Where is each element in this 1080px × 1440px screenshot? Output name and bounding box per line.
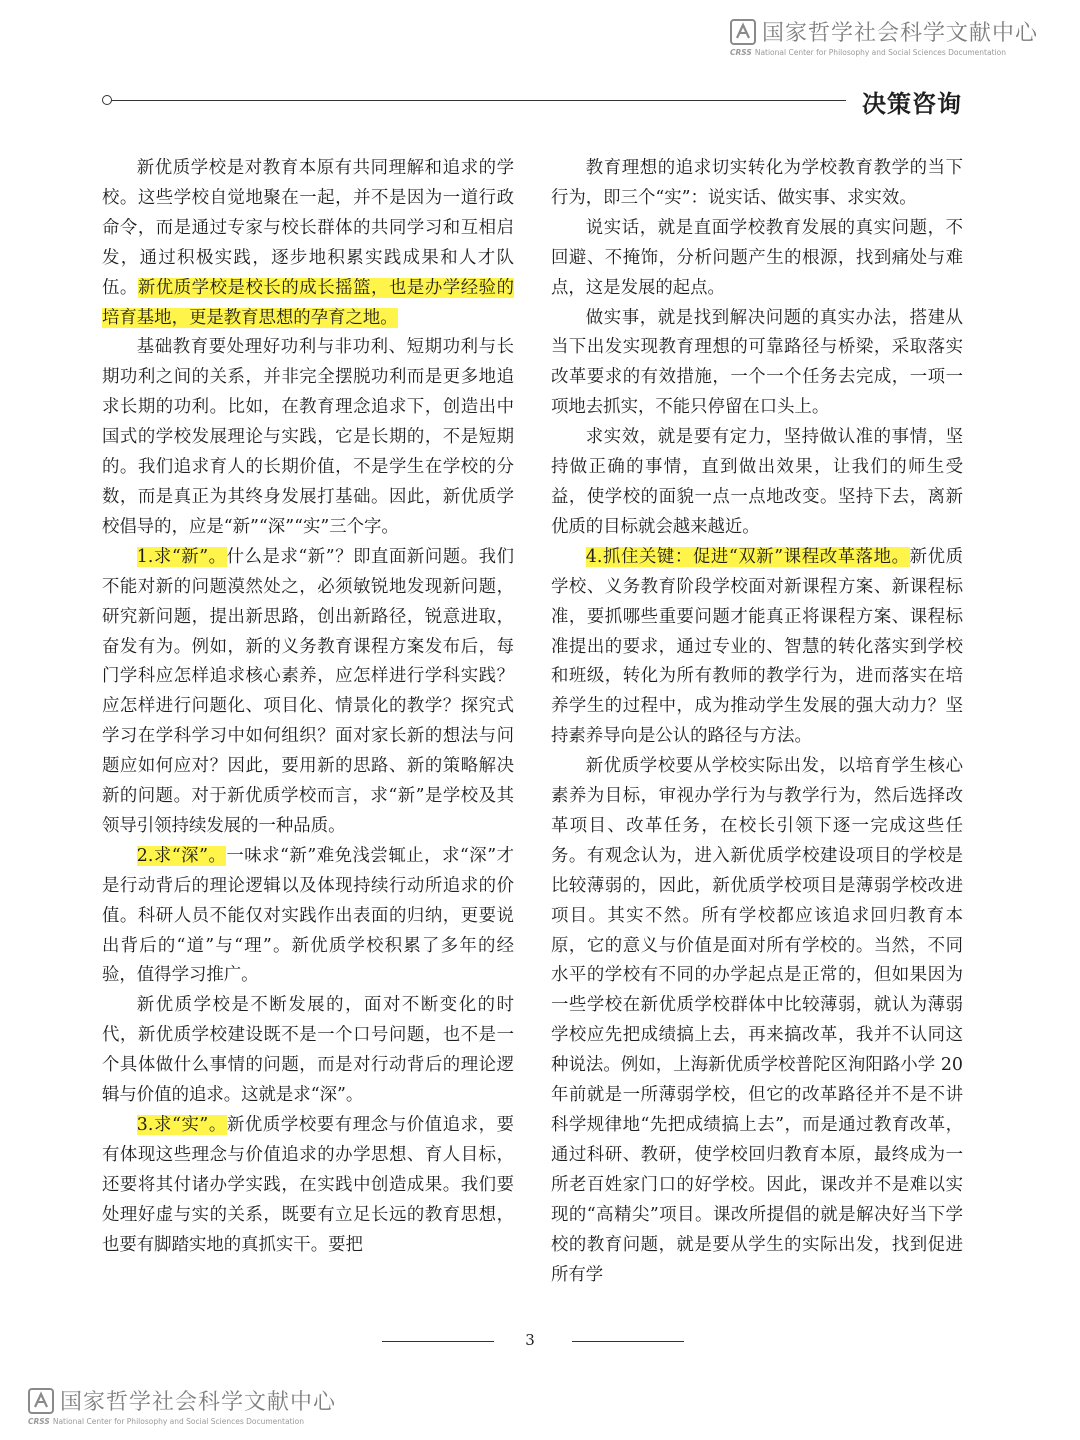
body-paragraph xyxy=(551,154,963,214)
paragraph-text: 基础教育要处理好功利与非功利、短期功利与长期功利之间的关系，并非完全摆脱功利而是更多地追求长期的功利。比如，在教育理念追求下，创造出中国式的学校发展理论与实践，它是长期的，不是短期的。我们追求育人的长期价值，不是学生在学校的分数，而是真正为其终身发展打基础。因此，新优质学校倡导的，应是“新”“深”“实”三个字。 xyxy=(102,337,514,537)
body-paragraph xyxy=(102,991,514,1111)
body-paragraph xyxy=(102,333,514,542)
paragraph-text: 教育理想的追求切实转化为学校教育教学的当下行为，即三个“实”：说实话、做实事、求实效。 xyxy=(551,158,963,208)
footer-rule-right xyxy=(572,1341,684,1342)
body-paragraph xyxy=(551,752,963,1290)
watermark-bottom xyxy=(28,1385,348,1426)
highlighted-text: 4.抓住关键：促进“双新”课程改革落地。 xyxy=(585,546,910,567)
body-paragraph xyxy=(102,842,514,992)
paragraph-text: 什么是求“新”？即直面新问题。我们不能对新的问题漠然处之，必须敏锐地发现新问题，研究新问题，提出新思路，创出新路径，锐意进取，奋发有为。例如，新的义务教育课程方案发布后，每门学科应怎样追求核心素养，应怎样进行学科实践？应怎样进行问题化、项目化、情景化的教学？探究式学习在学科学习中如何组织？面对家长新的想法与问题应如何应对？因此，要用新的思路、新的策略解决新的问题。对于新优质学校而言，求“新”是学校及其领导引领持续发展的一种品质。 xyxy=(102,546,514,836)
body-paragraph xyxy=(102,543,514,842)
highlighted-text: 新优质学校是校长的成长摇篮，也是办学经验的培育基地，更是教育思想的孕育之地。 xyxy=(102,277,514,328)
header-rule-dot xyxy=(102,95,112,105)
body-paragraph xyxy=(551,304,963,424)
page-number: 3 xyxy=(525,1331,535,1349)
body-paragraph xyxy=(102,1111,514,1261)
body-paragraph xyxy=(551,423,963,543)
watermark-chinese-name: 国家哲学社会科学文献中心 xyxy=(762,21,1039,46)
highlighted-text: 2.求“深”。 xyxy=(136,845,227,866)
watermark-chinese-name: 国家哲学社会科学文献中心 xyxy=(60,1390,337,1415)
left-column xyxy=(102,154,514,1261)
paragraph-text: 做实事，就是找到解决问题的真实办法，搭建从当下出发实现教育理想的可靠路径与桥梁，采取落实改革要求的有效措施，一个一个任务去完成，一项一项地去抓实，不能只停留在口头上。 xyxy=(551,307,963,418)
paragraph-text: 新优质学校、义务教育阶段学校面对新课程方案、新课程标准，要抓哪些重要问题才能真正将课程方案、课程标准提出的要求，通过专业的、智慧的转化落实到学校和班级，转化为所有教师的教学行为，进而落实在培养学生的过程中，成为推动学生发展的强大动力？坚持素养导向是公认的路径与方法。 xyxy=(551,546,963,747)
header-rule xyxy=(104,100,846,101)
body-paragraph xyxy=(551,214,963,304)
body-paragraph xyxy=(102,154,514,333)
watermark-english-name: CRSS National Center for Philosophy and Social Sciences Documentation xyxy=(28,1417,304,1426)
paragraph-text: 说实话，就是直面学校教育发展的真实问题，不回避、不掩饰，分析问题产生的根源，找到痛处与难点，这是发展的起点。 xyxy=(551,217,963,298)
watermark-top xyxy=(730,16,1050,57)
paragraph-text: 新优质学校是对教育本原有共同理解和追求的学校。这些学校自觉地聚在一起，并不是因为一道行政命令，而是通过专家与校长群体的共同学习和互相启发，通过积极实践，逐步地积累实践成果和人才队伍。 xyxy=(102,158,514,298)
footer-rule-left xyxy=(382,1341,494,1342)
watermark-english-name: CRSS National Center for Philosophy and Social Sciences Documentation xyxy=(730,48,1006,57)
right-column xyxy=(551,154,963,1290)
body-paragraph xyxy=(551,543,963,752)
paragraph-text: 一味求“新”难免浅尝辄止，求“深”才是行动背后的理论逻辑以及体现持续行动所追求的价值。科研人员不能仅对实践作出表面的归纳，更要说出背后的“道”与“理”。新优质学校积累了多年的经验，值得学习推广。 xyxy=(102,845,514,986)
section-title: 决策咨询 xyxy=(862,90,962,118)
center-logo-icon xyxy=(730,19,756,45)
highlighted-text: 3.求“实”。 xyxy=(136,1115,227,1135)
center-logo-icon xyxy=(28,1388,54,1414)
paragraph-text: 新优质学校是不断发展的，面对不断变化的时代，新优质学校建设既不是一个口号问题，也不是一个具体做什么事情的问题，而是对行动背后的理论逻辑与价值的追求。这就是求“深”。 xyxy=(102,995,514,1106)
highlighted-text: 1.求“新”。 xyxy=(136,546,227,567)
paragraph-text: 新优质学校要有理念与价值追求，要有体现这些理念与价值追求的办学思想、育人目标，还要将其付诸办学实践，在实践中创造成果。我们要处理好虚与实的关系，既要有立足长远的教育思想，也要有脚踏实地的真抓实干。要把 xyxy=(102,1115,514,1255)
paragraph-text: 求实效，就是要有定力，坚持做认准的事情，坚持做正确的事情，直到做出效果，让我们的师生受益，使学校的面貌一点一点地改变。坚持下去，离新优质的目标就会越来越近。 xyxy=(551,427,963,537)
paragraph-text: 新优质学校要从学校实际出发，以培育学生核心素养为目标，审视办学行为与教学行为，然后选择改革项目、改革任务，在校长引领下逐一完成这些任务。有观念认为，进入新优质学校建设项目的学校是比较薄弱的，因此，新优质学校项目是薄弱学校改进项目。其实不然。所有学校都应该追求回归教育本原，它的意义与价值是面对所有学校的。当然，不同水平的学校有不同的办学起点是正常的，但如果因为一些学校在新优质学校群体中比较薄弱，就认为薄弱学校应先把成绩搞上去，再来搞改革，我并不认同这种说法。例如，上海新优质学校普陀区洵阳路小学 20 年前就是一所薄弱学校，但它的改革路径并不是不讲科学规律地“先把成绩搞上去”，而是通过教育改革，通过科研、教研，使学校回归教育本原，最终成为一所老百姓家门口的好学校。因此，课改并不是难以实现的“高精尖”项目。课改所提倡的就是解决好当下学校的教育问题，就是要从学生的实际出发，找到促进所有学 xyxy=(551,756,963,1285)
